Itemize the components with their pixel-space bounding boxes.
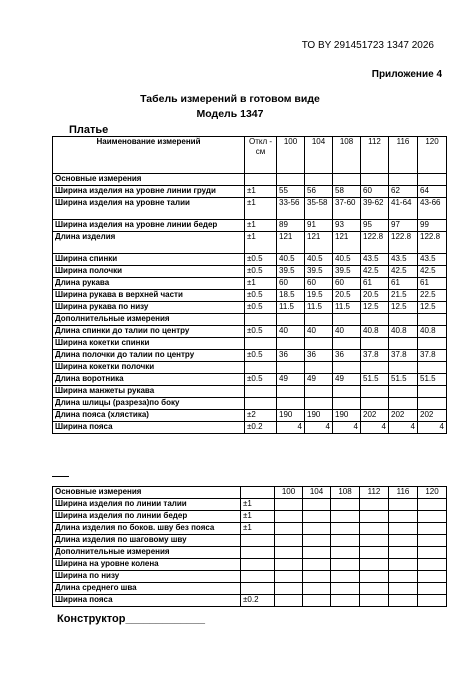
- size-value-cell: 43.5: [361, 254, 389, 266]
- size-value-cell: [418, 523, 447, 535]
- tolerance-cell: [241, 547, 275, 559]
- size-value-cell: 4: [305, 422, 333, 434]
- size-value-cell: 40.8: [389, 326, 418, 338]
- table-header-row: [53, 137, 447, 174]
- table-row: [53, 232, 447, 254]
- size-value-cell: [418, 547, 447, 559]
- table-header-cell: [241, 487, 275, 499]
- size-value-cell: [275, 547, 303, 559]
- size-value-cell: 4: [389, 422, 418, 434]
- size-value-cell: [331, 595, 360, 607]
- measurement-name-cell: Ширина спинки: [53, 254, 245, 266]
- size-value-cell: 49: [305, 374, 333, 386]
- size-value-cell: [418, 314, 447, 326]
- size-value-cell: [305, 174, 333, 186]
- table-row: [53, 278, 447, 290]
- size-value-cell: 40: [277, 326, 305, 338]
- table-header-cell: 104: [305, 137, 333, 174]
- size-value-cell: 122.8: [389, 232, 418, 254]
- tolerance-cell: [245, 398, 277, 410]
- size-value-cell: 36: [333, 350, 361, 362]
- measurement-name-cell: Ширина по низу: [53, 571, 241, 583]
- size-value-cell: [361, 398, 389, 410]
- size-value-cell: 40.8: [418, 326, 447, 338]
- measurement-name-cell: Длина пояса (хлястика): [53, 410, 245, 422]
- size-value-cell: 41-64: [389, 198, 418, 220]
- size-value-cell: [303, 547, 331, 559]
- measurement-name-cell: Ширина изделия на уровне талии: [53, 198, 245, 220]
- size-value-cell: 42.5: [361, 266, 389, 278]
- size-value-cell: 190: [333, 410, 361, 422]
- size-value-cell: 51.5: [389, 374, 418, 386]
- size-value-cell: [389, 583, 418, 595]
- table-header-cell: 116: [389, 487, 418, 499]
- measurement-name-cell: Ширина кокетки спинки: [53, 338, 245, 350]
- measurements-table-trousers: [52, 486, 447, 607]
- size-value-cell: [389, 595, 418, 607]
- tolerance-cell: [241, 583, 275, 595]
- size-value-cell: [275, 499, 303, 511]
- size-value-cell: [333, 398, 361, 410]
- table-header-cell: Основные измерения: [53, 487, 241, 499]
- measurement-name-cell: Длина рукава: [53, 278, 245, 290]
- size-value-cell: [389, 547, 418, 559]
- tolerance-cell: ±0.5: [245, 254, 277, 266]
- size-value-cell: [333, 362, 361, 374]
- measurement-name-cell: Длина воротника: [53, 374, 245, 386]
- size-value-cell: [303, 559, 331, 571]
- measurement-name-cell: Основные измерения: [53, 174, 245, 186]
- size-value-cell: [389, 523, 418, 535]
- size-value-cell: 43.5: [389, 254, 418, 266]
- size-value-cell: [360, 583, 389, 595]
- tolerance-cell: ±0.5: [245, 290, 277, 302]
- measurement-name-cell: Длина изделия по боков. шву без пояса: [53, 523, 241, 535]
- size-value-cell: 4: [277, 422, 305, 434]
- size-value-cell: 91: [305, 220, 333, 232]
- size-value-cell: 49: [277, 374, 305, 386]
- size-value-cell: [303, 499, 331, 511]
- size-value-cell: [418, 559, 447, 571]
- tolerance-cell: ±0.2: [241, 595, 275, 607]
- measurement-name-cell: Ширина полочки: [53, 266, 245, 278]
- size-value-cell: [360, 571, 389, 583]
- size-value-cell: 39.5: [305, 266, 333, 278]
- size-value-cell: [275, 535, 303, 547]
- size-value-cell: [361, 174, 389, 186]
- size-value-cell: [275, 559, 303, 571]
- table-row: [53, 338, 447, 350]
- table-row: [53, 499, 447, 511]
- size-value-cell: 42.5: [389, 266, 418, 278]
- table-row: [53, 523, 447, 535]
- measurement-name-cell: Длина изделия: [53, 232, 245, 254]
- measurement-name-cell: Ширина кокетки полочки: [53, 362, 245, 374]
- size-value-cell: [389, 362, 418, 374]
- size-value-cell: 19.5: [305, 290, 333, 302]
- size-value-cell: [277, 362, 305, 374]
- size-value-cell: [305, 398, 333, 410]
- size-value-cell: [418, 398, 447, 410]
- table-row: [53, 511, 447, 523]
- size-value-cell: [418, 338, 447, 350]
- tolerance-cell: [245, 386, 277, 398]
- size-value-cell: 95: [361, 220, 389, 232]
- table-row: [53, 186, 447, 198]
- size-value-cell: 12.5: [418, 302, 447, 314]
- size-value-cell: [277, 314, 305, 326]
- size-value-cell: 42.5: [418, 266, 447, 278]
- table-row: [53, 422, 447, 434]
- size-value-cell: [333, 338, 361, 350]
- tolerance-cell: ±1: [241, 499, 275, 511]
- size-value-cell: [305, 362, 333, 374]
- measurement-name-cell: Ширина пояса: [53, 422, 245, 434]
- measurement-name-cell: Дополнительные измерения: [53, 314, 245, 326]
- tolerance-cell: ±1: [245, 186, 277, 198]
- table-row: [53, 254, 447, 266]
- size-value-cell: 11.5: [333, 302, 361, 314]
- table-row: [53, 302, 447, 314]
- document-title: Табель измерений в готовом виде: [140, 93, 320, 105]
- size-value-cell: [389, 511, 418, 523]
- size-value-cell: 40.5: [333, 254, 361, 266]
- size-value-cell: [277, 398, 305, 410]
- measurement-name-cell: Длина шлицы (разреза)по боку: [53, 398, 245, 410]
- measurement-name-cell: Длина спинки до талии по центру: [53, 326, 245, 338]
- size-value-cell: 11.5: [277, 302, 305, 314]
- table-row: [53, 386, 447, 398]
- measurement-name-cell: Ширина изделия на уровне линии бедер: [53, 220, 245, 232]
- size-value-cell: 37.8: [361, 350, 389, 362]
- size-value-cell: [418, 595, 447, 607]
- measurement-name-cell: Ширина изделия по линии бедер: [53, 511, 241, 523]
- size-value-cell: [360, 535, 389, 547]
- size-value-cell: 40: [305, 326, 333, 338]
- table-row: [53, 174, 447, 186]
- size-value-cell: [418, 386, 447, 398]
- size-value-cell: [303, 595, 331, 607]
- size-value-cell: 61: [389, 278, 418, 290]
- measurement-name-cell: Ширина рукава в верхней части: [53, 290, 245, 302]
- size-value-cell: [331, 583, 360, 595]
- table-header-cell: 112: [360, 487, 389, 499]
- measurement-name-cell: Длина изделия по шаговому шву: [53, 535, 241, 547]
- table-header-cell: 112: [361, 137, 389, 174]
- size-value-cell: [333, 314, 361, 326]
- size-value-cell: 20.5: [333, 290, 361, 302]
- size-value-cell: 60: [333, 278, 361, 290]
- size-value-cell: 12.5: [389, 302, 418, 314]
- table-row: [53, 583, 447, 595]
- size-value-cell: [331, 499, 360, 511]
- tolerance-cell: ±0.5: [245, 326, 277, 338]
- table-row: [53, 362, 447, 374]
- size-value-cell: 37.8: [418, 350, 447, 362]
- table-row: [53, 410, 447, 422]
- size-value-cell: 58: [333, 186, 361, 198]
- size-value-cell: [275, 571, 303, 583]
- size-value-cell: [418, 362, 447, 374]
- table-row: [53, 398, 447, 410]
- size-value-cell: [389, 338, 418, 350]
- size-value-cell: 64: [418, 186, 447, 198]
- size-value-cell: [331, 547, 360, 559]
- size-value-cell: [361, 362, 389, 374]
- tolerance-cell: [245, 314, 277, 326]
- size-value-cell: [418, 511, 447, 523]
- size-value-cell: [275, 523, 303, 535]
- size-value-cell: [303, 511, 331, 523]
- size-value-cell: 93: [333, 220, 361, 232]
- size-value-cell: 97: [389, 220, 418, 232]
- measurement-name-cell: Ширина рукава по низу: [53, 302, 245, 314]
- table-row: [53, 326, 447, 338]
- size-value-cell: 22.5: [418, 290, 447, 302]
- measurement-name-cell: Ширина изделия по линии талии: [53, 499, 241, 511]
- table-header-row: [53, 487, 447, 499]
- size-value-cell: 40.8: [361, 326, 389, 338]
- size-value-cell: [389, 571, 418, 583]
- size-value-cell: [361, 386, 389, 398]
- size-value-cell: [418, 535, 447, 547]
- tolerance-cell: ±1: [245, 232, 277, 254]
- table-header-cell: Откл - см: [245, 137, 277, 174]
- table-header-cell: 104: [303, 487, 331, 499]
- size-value-cell: 33-56: [277, 198, 305, 220]
- tolerance-cell: ±1: [245, 278, 277, 290]
- tolerance-cell: ±0.5: [245, 374, 277, 386]
- size-value-cell: [303, 583, 331, 595]
- size-value-cell: [389, 559, 418, 571]
- appendix-label: Приложение 4: [371, 69, 442, 80]
- size-value-cell: 21.5: [389, 290, 418, 302]
- size-value-cell: 51.5: [418, 374, 447, 386]
- size-value-cell: 49: [333, 374, 361, 386]
- garment-label: Платье: [69, 124, 109, 136]
- size-value-cell: [333, 386, 361, 398]
- size-value-cell: [360, 547, 389, 559]
- size-value-cell: [389, 499, 418, 511]
- size-value-cell: 51.5: [361, 374, 389, 386]
- table-row: [53, 535, 447, 547]
- tolerance-cell: [241, 571, 275, 583]
- size-value-cell: 40.5: [277, 254, 305, 266]
- size-value-cell: 18.5: [277, 290, 305, 302]
- size-value-cell: [305, 314, 333, 326]
- size-value-cell: [275, 595, 303, 607]
- tolerance-cell: [245, 362, 277, 374]
- size-value-cell: 37.8: [389, 350, 418, 362]
- size-value-cell: 55: [277, 186, 305, 198]
- tolerance-cell: ±0.5: [245, 266, 277, 278]
- measurement-name-cell: Ширина изделия на уровне линии груди: [53, 186, 245, 198]
- size-value-cell: [360, 559, 389, 571]
- size-value-cell: 43-66: [418, 198, 447, 220]
- size-value-cell: [277, 386, 305, 398]
- size-value-cell: 121: [277, 232, 305, 254]
- size-value-cell: 40.5: [305, 254, 333, 266]
- model-title: Модель 1347: [196, 108, 264, 120]
- size-value-cell: 36: [277, 350, 305, 362]
- size-value-cell: 40: [333, 326, 361, 338]
- size-value-cell: [305, 338, 333, 350]
- size-value-cell: 39-62: [361, 198, 389, 220]
- size-value-cell: [418, 571, 447, 583]
- tolerance-cell: ±1: [241, 511, 275, 523]
- size-value-cell: [418, 174, 447, 186]
- size-value-cell: 43.5: [418, 254, 447, 266]
- size-value-cell: 89: [277, 220, 305, 232]
- size-value-cell: 36: [305, 350, 333, 362]
- size-value-cell: [418, 583, 447, 595]
- size-value-cell: [360, 595, 389, 607]
- size-value-cell: 202: [389, 410, 418, 422]
- size-value-cell: [303, 523, 331, 535]
- tolerance-cell: [241, 559, 275, 571]
- table-header-cell: 116: [389, 137, 418, 174]
- tolerance-cell: ±2: [245, 410, 277, 422]
- size-value-cell: 4: [418, 422, 447, 434]
- size-value-cell: [331, 511, 360, 523]
- table-header-cell: 100: [277, 137, 305, 174]
- tolerance-cell: ±0.5: [245, 302, 277, 314]
- size-value-cell: 61: [418, 278, 447, 290]
- table-header-cell: 100: [275, 487, 303, 499]
- size-value-cell: 11.5: [305, 302, 333, 314]
- size-value-cell: 37-60: [333, 198, 361, 220]
- tolerance-cell: ±1: [245, 220, 277, 232]
- size-value-cell: [275, 511, 303, 523]
- table-row: [53, 595, 447, 607]
- table-row: [53, 266, 447, 278]
- separator-dash: [52, 476, 69, 477]
- size-value-cell: [331, 535, 360, 547]
- measurement-name-cell: Ширина пояса: [53, 595, 241, 607]
- tolerance-cell: [245, 174, 277, 186]
- document-code: ТО BY 291451723 1347 2026: [301, 40, 434, 51]
- size-value-cell: 39.5: [277, 266, 305, 278]
- size-value-cell: [275, 583, 303, 595]
- size-value-cell: 190: [305, 410, 333, 422]
- table-header-cell: 120: [418, 137, 447, 174]
- table-header-cell: 108: [333, 137, 361, 174]
- size-value-cell: [360, 511, 389, 523]
- size-value-cell: [331, 523, 360, 535]
- table-header-cell: 120: [418, 487, 447, 499]
- tolerance-cell: [241, 535, 275, 547]
- size-value-cell: 60: [277, 278, 305, 290]
- size-value-cell: [360, 523, 389, 535]
- size-value-cell: [331, 571, 360, 583]
- constructor-signature: Конструктор_____________: [57, 613, 205, 625]
- table-row: [53, 198, 447, 220]
- table-row: [53, 374, 447, 386]
- size-value-cell: [389, 535, 418, 547]
- size-value-cell: 60: [361, 186, 389, 198]
- table-header-cell: Наименование измерений: [53, 137, 245, 174]
- size-value-cell: 61: [361, 278, 389, 290]
- measurement-name-cell: Ширина на уровне колена: [53, 559, 241, 571]
- size-value-cell: 56: [305, 186, 333, 198]
- table-row: [53, 350, 447, 362]
- size-value-cell: 4: [361, 422, 389, 434]
- size-value-cell: [277, 174, 305, 186]
- table-row: [53, 290, 447, 302]
- size-value-cell: [305, 386, 333, 398]
- size-value-cell: 20.5: [361, 290, 389, 302]
- size-value-cell: 122.8: [361, 232, 389, 254]
- measurement-name-cell: Длина среднего шва: [53, 583, 241, 595]
- size-value-cell: [303, 571, 331, 583]
- size-value-cell: 121: [305, 232, 333, 254]
- size-value-cell: [389, 314, 418, 326]
- size-value-cell: 12.5: [361, 302, 389, 314]
- measurement-name-cell: Длина полочки до талии по центру: [53, 350, 245, 362]
- size-value-cell: 60: [305, 278, 333, 290]
- table-row: [53, 314, 447, 326]
- size-value-cell: [361, 338, 389, 350]
- size-value-cell: 202: [361, 410, 389, 422]
- tolerance-cell: ±1: [245, 198, 277, 220]
- size-value-cell: [303, 535, 331, 547]
- table-row: [53, 547, 447, 559]
- tolerance-cell: ±0.5: [245, 350, 277, 362]
- size-value-cell: 121: [333, 232, 361, 254]
- size-value-cell: [277, 338, 305, 350]
- size-value-cell: 39.5: [333, 266, 361, 278]
- tolerance-cell: ±0.2: [245, 422, 277, 434]
- tolerance-cell: [245, 338, 277, 350]
- size-value-cell: 190: [277, 410, 305, 422]
- size-value-cell: [333, 174, 361, 186]
- table-header-cell: 108: [331, 487, 360, 499]
- size-value-cell: 122.8: [418, 232, 447, 254]
- size-value-cell: [418, 499, 447, 511]
- size-value-cell: [389, 386, 418, 398]
- size-value-cell: 99: [418, 220, 447, 232]
- size-value-cell: [389, 174, 418, 186]
- tolerance-cell: ±1: [241, 523, 275, 535]
- measurements-table-dress: [52, 136, 447, 434]
- size-value-cell: 35-58: [305, 198, 333, 220]
- size-value-cell: [389, 398, 418, 410]
- size-value-cell: 62: [389, 186, 418, 198]
- table-row: [53, 220, 447, 232]
- table-row: [53, 571, 447, 583]
- size-value-cell: 202: [418, 410, 447, 422]
- measurement-name-cell: Ширина манжеты рукава: [53, 386, 245, 398]
- measurement-name-cell: Дополнительные измерения: [53, 547, 241, 559]
- size-value-cell: [331, 559, 360, 571]
- size-value-cell: [360, 499, 389, 511]
- size-value-cell: [361, 314, 389, 326]
- size-value-cell: 4: [333, 422, 361, 434]
- table-row: [53, 559, 447, 571]
